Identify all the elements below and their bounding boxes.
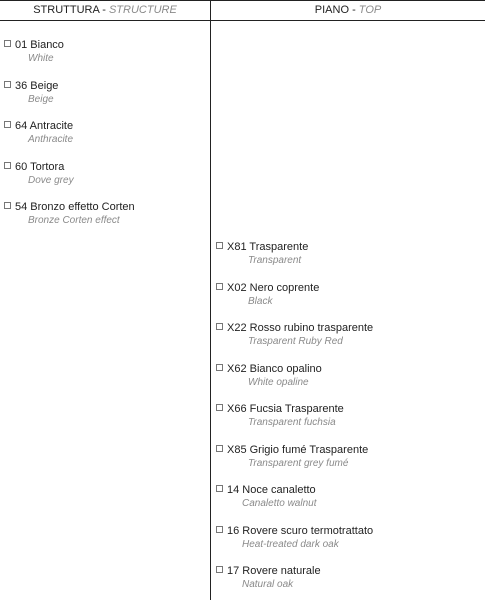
item-name: X85 Grigio fumé Trasparente (227, 443, 369, 456)
top-list (216, 240, 481, 605)
column-divider (210, 0, 211, 600)
item-english: White opaline (248, 376, 309, 388)
list-item[interactable] (216, 483, 481, 524)
header-top-en: TOP (358, 4, 382, 16)
checkbox-icon[interactable] (4, 40, 11, 47)
checkbox-icon[interactable] (4, 121, 11, 128)
structure-list (4, 38, 204, 241)
header-top-it: PIANO (314, 4, 350, 16)
list-item[interactable] (216, 362, 481, 403)
checkbox-icon[interactable] (216, 526, 223, 533)
checkbox-icon[interactable] (216, 323, 223, 330)
item-english: Black (248, 295, 273, 307)
item-name: 60 Tortora (15, 160, 65, 173)
checkbox-icon[interactable] (216, 242, 223, 249)
list-item[interactable] (4, 119, 204, 160)
header-structure-en: STRUCTURE (108, 4, 177, 16)
list-item[interactable] (4, 79, 204, 120)
checkbox-icon[interactable] (216, 283, 223, 290)
item-english: Transparent fuchsia (248, 417, 336, 428)
item-name: 64 Antracite (15, 120, 74, 132)
list-item[interactable] (216, 443, 481, 484)
item-english: Bronze Corten effect (28, 215, 120, 226)
item-name: 36 Beige (15, 79, 59, 92)
list-item[interactable] (216, 402, 481, 443)
checkbox-icon[interactable] (216, 445, 223, 452)
checkbox-icon[interactable] (216, 485, 223, 492)
item-name: X22 Rosso rubino trasparente (227, 322, 374, 334)
item-english: Beige (28, 93, 54, 105)
item-english: Canaletto walnut (242, 498, 317, 509)
checkbox-icon[interactable] (4, 81, 11, 88)
item-english: Transparent (248, 255, 302, 266)
item-name: X02 Nero coprente (227, 281, 320, 294)
item-name: 17 Rovere naturale (227, 565, 321, 577)
header-structure-sep: - (99, 4, 109, 16)
header-top-sep: - (349, 4, 359, 16)
item-name: 16 Rovere scuro termotrattato (227, 524, 374, 537)
item-english: Trasparent Ruby Red (248, 336, 343, 347)
header-structure (0, 0, 210, 20)
list-item[interactable] (216, 240, 481, 281)
checkbox-icon[interactable] (216, 404, 223, 411)
checkbox-icon[interactable] (4, 202, 11, 209)
item-name: X81 Trasparente (227, 241, 309, 253)
item-name: X66 Fucsia Trasparente (227, 403, 344, 415)
list-item[interactable] (216, 281, 481, 322)
list-item[interactable] (216, 321, 481, 362)
header-top (211, 0, 485, 20)
list-item[interactable] (4, 160, 204, 201)
list-item[interactable] (4, 200, 204, 241)
header-structure-it: STRUTTURA (33, 4, 100, 16)
item-name: 14 Noce canaletto (227, 484, 316, 496)
list-item[interactable] (216, 524, 481, 565)
item-english: Dove grey (28, 174, 74, 186)
item-english: Transparent grey fumé (248, 457, 349, 469)
item-english: Anthracite (28, 134, 74, 145)
header-divider (0, 20, 485, 21)
checkbox-icon[interactable] (4, 162, 11, 169)
item-name: X62 Bianco opalino (227, 362, 322, 375)
item-english: White (28, 53, 54, 64)
item-name: 54 Bronzo effetto Corten (15, 201, 135, 213)
item-name: 01 Bianco (15, 39, 64, 51)
checkbox-icon[interactable] (216, 566, 223, 573)
item-english: Natural oak (242, 579, 294, 590)
list-item[interactable] (4, 38, 204, 79)
list-item[interactable] (216, 564, 481, 605)
checkbox-icon[interactable] (216, 364, 223, 371)
item-english: Heat-treated dark oak (242, 538, 339, 550)
